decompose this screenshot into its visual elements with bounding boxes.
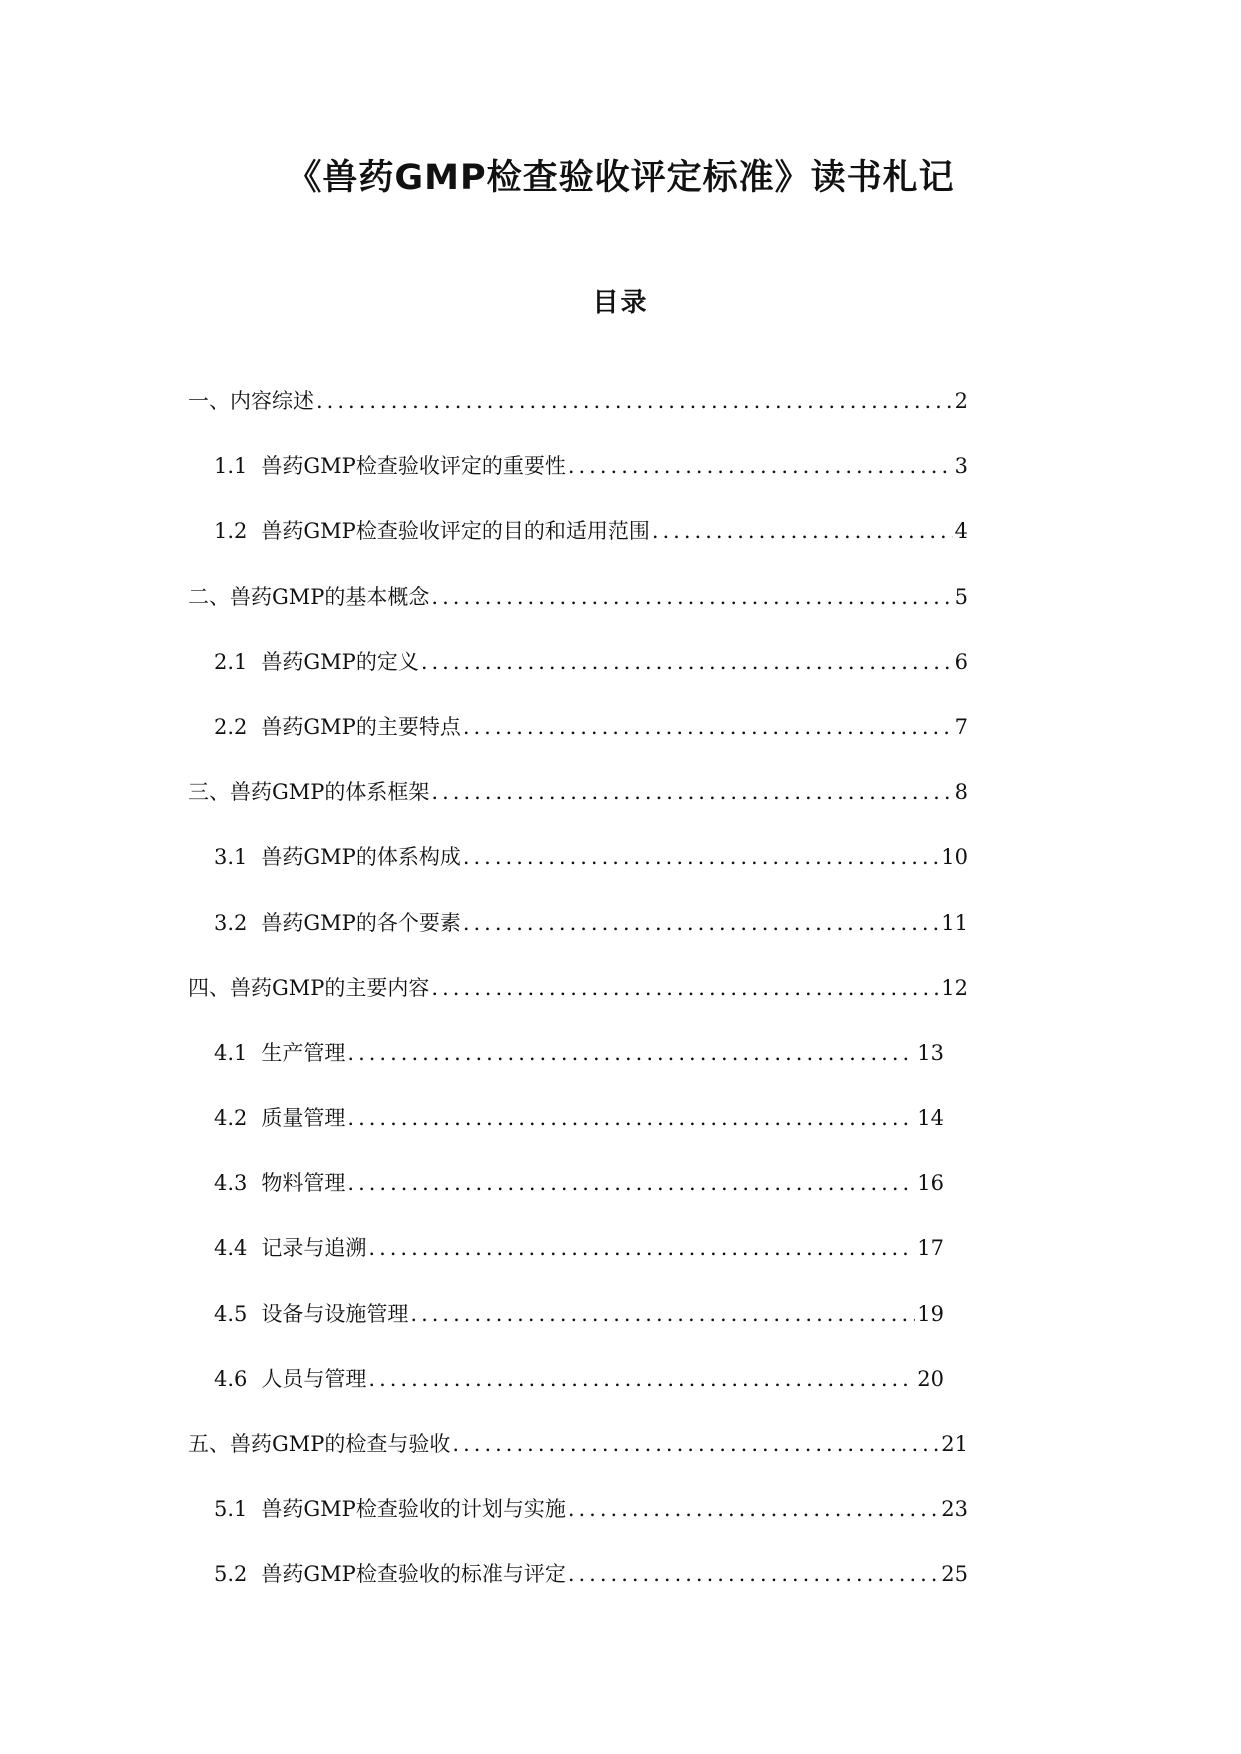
toc-dot-leader <box>421 650 953 674</box>
toc-entry-5-1[interactable] <box>188 1493 968 1558</box>
toc-page-number: 16 <box>917 1171 944 1196</box>
toc-entry-title: 四、兽药GMP的主要内容 <box>188 975 430 1000</box>
toc-entry-number: 2.1 <box>214 649 248 674</box>
toc-entry-title: 五、兽药GMP的检查与验收 <box>188 1432 451 1456</box>
toc-dot-leader <box>652 519 953 543</box>
toc-page-number: 4 <box>954 519 968 544</box>
toc-page-number: 5 <box>954 584 968 609</box>
toc-entry-title: 人员与管理 <box>261 1366 367 1391</box>
toc-entry-section-3[interactable] <box>188 776 968 841</box>
toc-dot-leader <box>463 715 953 739</box>
toc-page-number: 2 <box>954 389 968 413</box>
toc-entry-title: 二、兽药GMP的基本概念 <box>188 584 430 609</box>
toc-page-number: 6 <box>954 649 968 674</box>
toc-entry-title: 质量管理 <box>261 1106 346 1131</box>
toc-entry-number: 5.2 <box>214 1562 248 1587</box>
toc-entry-4-5[interactable] <box>188 1298 944 1363</box>
toc-entry-title: 兽药GMP检查验收评定的目的和适用范围 <box>261 519 650 544</box>
toc-entry-number: 1.2 <box>214 519 248 544</box>
toc-heading: 目录 <box>592 288 649 318</box>
toc-entry-title: 兽药GMP的各个要素 <box>261 910 461 935</box>
toc-entry-4-1[interactable] <box>188 1037 944 1102</box>
toc-dot-leader <box>463 911 939 935</box>
toc-page-number: 3 <box>954 454 968 479</box>
toc-page-number: 19 <box>917 1301 944 1326</box>
toc-dot-leader <box>463 845 939 869</box>
toc-entry-5-2[interactable] <box>188 1558 968 1623</box>
toc-page-number: 11 <box>941 910 968 935</box>
toc-entry-number: 3.2 <box>214 910 248 935</box>
toc-entry-number: 4.2 <box>214 1106 248 1131</box>
toc-entry-title: 兽药GMP检查验收的标准与评定 <box>261 1562 566 1587</box>
toc-entry-section-4[interactable] <box>188 972 968 1037</box>
toc-entry-3-1[interactable] <box>188 841 968 906</box>
toc-entry-4-4[interactable] <box>188 1232 944 1297</box>
toc-dot-leader <box>347 1171 915 1195</box>
toc-entry-number: 4.1 <box>214 1040 248 1065</box>
table-of-contents <box>188 385 968 1624</box>
toc-entry-number: 4.4 <box>214 1236 248 1261</box>
toc-entry-title: 设备与设施管理 <box>261 1301 409 1326</box>
toc-dot-leader <box>347 1041 915 1065</box>
toc-entry-number: 4.5 <box>214 1301 248 1326</box>
toc-page-number: 14 <box>917 1106 944 1131</box>
toc-dot-leader <box>568 1562 939 1586</box>
toc-page-number: 13 <box>917 1040 944 1065</box>
toc-dot-leader <box>568 1497 939 1521</box>
toc-page-number: 20 <box>917 1366 944 1391</box>
toc-entry-3-2[interactable] <box>188 907 968 972</box>
toc-page-number: 8 <box>954 780 968 805</box>
toc-entry-section-1[interactable] <box>188 385 968 450</box>
toc-entry-number: 4.6 <box>214 1366 248 1391</box>
toc-entry-section-2[interactable] <box>188 581 968 646</box>
toc-entry-4-3[interactable] <box>188 1167 944 1232</box>
toc-entry-title: 物料管理 <box>261 1171 346 1196</box>
toc-dot-leader <box>431 976 939 1000</box>
toc-entry-title: 兽药GMP检查验收的计划与实施 <box>261 1497 566 1522</box>
toc-dot-leader <box>316 389 953 413</box>
toc-entry-title: 三、兽药GMP的体系框架 <box>188 780 430 805</box>
toc-page-number: 10 <box>941 845 968 870</box>
toc-dot-leader <box>431 585 952 609</box>
toc-entry-title: 兽药GMP检查验收评定的重要性 <box>261 454 566 479</box>
toc-entry-title: 兽药GMP的体系构成 <box>261 845 461 870</box>
toc-dot-leader <box>431 780 952 804</box>
toc-entry-title: 兽药GMP的定义 <box>261 649 419 674</box>
toc-dot-leader <box>368 1236 915 1260</box>
toc-dot-leader <box>410 1302 915 1326</box>
toc-dot-leader <box>347 1106 915 1130</box>
toc-entry-2-1[interactable] <box>188 646 968 711</box>
toc-page-number: 23 <box>941 1497 968 1522</box>
toc-entry-number: 2.2 <box>214 714 248 739</box>
toc-dot-leader <box>452 1432 939 1456</box>
toc-page-number: 12 <box>941 975 968 1000</box>
toc-dot-leader <box>568 454 953 478</box>
toc-page-number: 25 <box>941 1562 968 1587</box>
toc-entry-2-2[interactable] <box>188 711 968 776</box>
toc-entry-4-2[interactable] <box>188 1102 944 1167</box>
toc-entry-4-6[interactable] <box>188 1363 944 1428</box>
toc-entry-1-2[interactable] <box>188 515 968 580</box>
toc-entry-1-1[interactable] <box>188 450 968 515</box>
toc-entry-number: 1.1 <box>214 454 248 479</box>
toc-entry-number: 5.1 <box>214 1497 248 1522</box>
toc-page-number: 17 <box>917 1236 944 1261</box>
toc-entry-number: 4.3 <box>214 1171 248 1196</box>
toc-entry-title: 记录与追溯 <box>261 1236 367 1261</box>
toc-entry-title: 一、内容综述 <box>188 389 314 413</box>
toc-entry-title: 兽药GMP的主要特点 <box>261 714 461 739</box>
toc-entry-title: 生产管理 <box>261 1040 346 1065</box>
toc-dot-leader <box>368 1367 915 1391</box>
toc-entry-number: 3.1 <box>214 845 248 870</box>
document-title: 《兽药GMP检查验收评定标准》读书札记 <box>286 158 955 198</box>
toc-entry-section-5[interactable] <box>188 1428 968 1493</box>
toc-page-number: 7 <box>954 714 968 739</box>
toc-page-number: 21 <box>941 1432 968 1456</box>
